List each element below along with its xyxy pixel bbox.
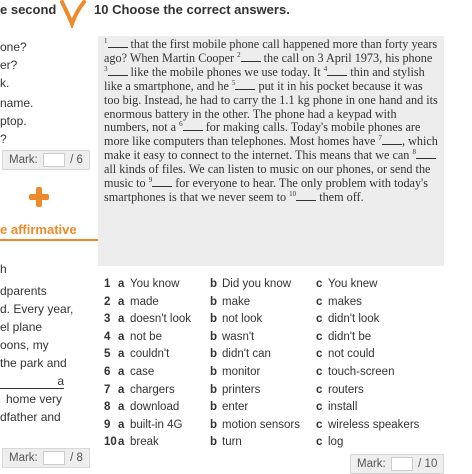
mark-input[interactable] xyxy=(43,153,65,167)
option-b[interactable]: wasn't xyxy=(222,330,255,343)
gap-blank[interactable] xyxy=(152,177,172,187)
mark-label: Mark: xyxy=(357,458,386,471)
mark-input[interactable] xyxy=(43,451,65,465)
left-section-heading: e second xyxy=(0,2,57,17)
option-b[interactable]: Did you know xyxy=(222,278,292,290)
mark-box xyxy=(2,448,90,468)
exercise-heading: 10 Choose the correct answers. xyxy=(94,2,290,17)
option-row: 2 a made b make c makes xyxy=(104,295,362,308)
section-label-affirmative: e affirmative xyxy=(0,222,100,241)
option-b[interactable]: make xyxy=(222,295,251,308)
left-fragment: el plane xyxy=(0,320,43,334)
orange-plus-icon xyxy=(28,186,50,208)
mark-total: / 6 xyxy=(70,154,83,167)
option-b[interactable]: didn't can xyxy=(222,348,271,361)
option-c[interactable]: not could xyxy=(328,348,375,361)
gap-blank[interactable] xyxy=(108,38,128,48)
option-a[interactable]: couldn't xyxy=(130,348,170,361)
left-fragment: k. xyxy=(0,76,10,90)
reading-passage xyxy=(98,36,444,266)
mark-total: / 10 xyxy=(418,458,438,471)
gap-blank[interactable] xyxy=(183,121,203,131)
left-fragment: d. Every year, xyxy=(0,302,74,316)
gap-blank[interactable] xyxy=(416,149,436,159)
option-a[interactable]: made xyxy=(130,295,159,308)
left-fragment: name. xyxy=(0,96,34,110)
mark-label: Mark: xyxy=(9,154,38,167)
gap-blank[interactable] xyxy=(382,135,402,145)
orange-check-mark-icon xyxy=(60,0,86,28)
option-a[interactable]: not be xyxy=(130,330,162,343)
option-b[interactable]: turn xyxy=(222,436,242,449)
left-fragment: er? xyxy=(0,58,18,72)
left-fragment: ? xyxy=(0,132,7,146)
option-row: 3 a doesn't look b not look c didn't look xyxy=(104,313,380,326)
option-a[interactable]: chargers xyxy=(130,383,175,396)
option-c[interactable]: wireless speakers xyxy=(328,418,420,431)
left-fragment: home very xyxy=(6,392,63,406)
left-fragment: h xyxy=(0,262,7,276)
option-c[interactable]: You knew xyxy=(328,278,378,290)
option-row: 4 a not be b wasn't c didn't be xyxy=(104,330,372,343)
option-c[interactable]: makes xyxy=(328,295,362,308)
answer-options xyxy=(104,278,464,454)
left-fragment: the park and xyxy=(0,356,67,370)
left-fragment: dparents xyxy=(0,284,47,298)
gap-blank[interactable] xyxy=(241,52,261,62)
option-c[interactable]: routers xyxy=(328,383,364,396)
option-c[interactable]: install xyxy=(328,401,358,414)
option-row: 5 a couldn't b didn't can c not could xyxy=(104,348,375,361)
gap-blank[interactable] xyxy=(108,66,128,76)
option-row: 9 a built-in 4G b motion sensors c wireless speakers xyxy=(104,418,420,431)
option-b[interactable]: enter xyxy=(222,401,249,414)
mark-total: / 8 xyxy=(70,452,83,465)
gap-blank[interactable] xyxy=(235,80,255,90)
left-fragment: dfather and xyxy=(0,410,61,424)
option-a[interactable]: case xyxy=(130,365,155,378)
passage-text: $^1$ that the first mobile phone call happened more than forty years ago? When Martin Cooper $^2$ the call on 3 April 1973, his phone $^3$ like the mobile phones we use today. It $^4$ thin and stylish like a smartphone, and he $^5$ put it in his pocket because it was too big. Instead, he had to carry the 1.1 kg phone in one hand and its enormous battery in the other. The phone had a keypad with numbers, not a $^6$ for making calls. Today's mobile phones are more like computers than telephones. Most homes have $^7$ , which make it easy to connect to the internet. This means that we can $^8$ all kinds of files. We can listen to music on our phones, or send the music to $^9$ for everyone to hear. The only problem with today's smartphones is that we never seem to $^{10}$ them off. xyxy=(104,36,438,204)
mark-input[interactable] xyxy=(391,457,413,471)
option-a[interactable]: download xyxy=(130,401,180,414)
mark-box xyxy=(350,454,444,474)
option-a[interactable]: break xyxy=(130,436,159,449)
left-fragment: a xyxy=(0,374,64,389)
option-c[interactable]: touch-screen xyxy=(328,365,395,378)
left-fragment: ptop. xyxy=(0,114,27,128)
option-b[interactable]: not look xyxy=(222,313,263,326)
option-b[interactable]: monitor xyxy=(222,365,261,378)
option-a[interactable]: built-in 4G xyxy=(130,418,183,431)
left-fragment: one? xyxy=(0,40,27,54)
option-row: 8 a download b enter c install xyxy=(104,401,358,414)
option-c[interactable]: didn't look xyxy=(328,313,380,326)
mark-box xyxy=(2,150,90,170)
option-b[interactable]: printers xyxy=(222,383,261,396)
mark-label: Mark: xyxy=(9,452,38,465)
option-b[interactable]: motion sensors xyxy=(222,418,300,431)
gap-blank[interactable] xyxy=(296,191,316,201)
option-c[interactable]: didn't be xyxy=(328,330,372,343)
option-row: 6 a case b monitor c touch-screen xyxy=(104,365,395,378)
gap-blank[interactable] xyxy=(327,66,347,76)
option-row: 7 a chargers b printers c routers xyxy=(104,383,364,396)
option-row: 1 a You know b Did you know c You knew xyxy=(104,278,378,290)
option-row: 10 a break b turn c log xyxy=(104,436,344,449)
left-fragment: oons, my xyxy=(0,338,49,352)
option-a[interactable]: You know xyxy=(130,278,180,290)
option-c[interactable]: log xyxy=(328,436,344,449)
option-a[interactable]: doesn't look xyxy=(130,313,192,326)
